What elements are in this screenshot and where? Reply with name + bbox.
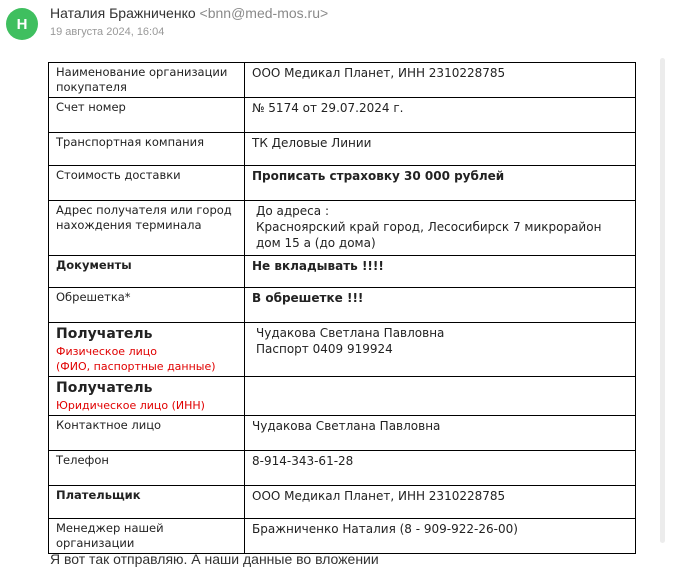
table-row [49,416,636,451]
message-date: 19 августа 2024, 16:04 [50,26,165,38]
row-label: Контактное лицо [49,416,245,451]
row-label: Транспортная компания [49,133,245,166]
row-value: 8-914-343-61-28 [245,451,636,486]
sender-line [50,5,328,21]
row-value: Чудакова Светлана Павловна [245,416,636,451]
row-label [49,323,245,377]
row-value: ТК Деловые Линии [245,133,636,166]
address-line2: Красноярский край город, Лесосибирск 7 микрорайон дом 15 а (до дома) [256,220,602,250]
row-label: Телефон [49,451,245,486]
table-row [49,201,636,256]
row-value [245,377,636,416]
row-label [49,377,245,416]
recipient-name: Чудакова Светлана Павловна [256,326,445,340]
row-value [245,63,636,98]
table-row [49,133,636,166]
recipient-title: Получатель [56,326,153,342]
row-label: Счет номер [49,98,245,133]
row-label: Стоимость доставки [49,166,245,201]
row-value: № 5174 от 29.07.2024 г. [245,98,636,133]
row-label: Обрешетка* [49,288,245,323]
org-name: ООО Медикал Планет, ИНН 2310228785 [252,66,506,80]
row-label: Документы [49,256,245,288]
sender-avatar[interactable]: Н [6,8,38,40]
table-row [49,288,636,323]
recipient-sublabel: Юридическое лицо (ИНН) [56,399,205,412]
row-value: Бражниченко Наталия (8 - 909-922-26-00) [245,519,636,554]
recipient-passport: Паспорт 0409 919924 [256,342,393,356]
recipient-sublabel: Физическое лицо [56,345,157,358]
table-row [49,256,636,288]
table-row [49,166,636,201]
row-value: Не вкладывать !!!! [245,256,636,288]
row-value: Прописать страховку 30 000 рублей [245,166,636,201]
table-row [49,323,636,377]
recipient-title: Получатель [56,380,153,396]
embedded-document [48,62,636,554]
table-row [49,98,636,133]
table-row [49,451,636,486]
row-value [245,201,636,256]
row-value: В обрешетке !!! [245,288,636,323]
row-value: ООО Медикал Планет, ИНН 2310228785 [245,486,636,519]
shipment-form-table [48,62,636,554]
document-scrollbar[interactable] [660,58,665,543]
sender-name[interactable]: Наталия Бражниченко [50,5,196,21]
table-row [49,486,636,519]
address-line1: До адреса : [256,204,329,218]
row-label: Адрес получателя или город нахождения терминала [49,201,245,256]
table-row [49,63,636,98]
sender-email[interactable]: <bnn@med-mos.ru> [199,5,329,21]
row-value [245,323,636,377]
table-row [49,377,636,416]
recipient-sublabel: (ФИО, паспортные данные) [56,360,216,373]
row-label: Плательщик [49,486,245,519]
message-header [0,0,685,50]
row-label: Менеджер нашей организации [49,519,245,554]
row-label: Наименование организации покупателя [49,63,245,98]
message-body-text: Я вот так отправляю. А наши данные во вложении [50,551,379,567]
table-row [49,519,636,554]
